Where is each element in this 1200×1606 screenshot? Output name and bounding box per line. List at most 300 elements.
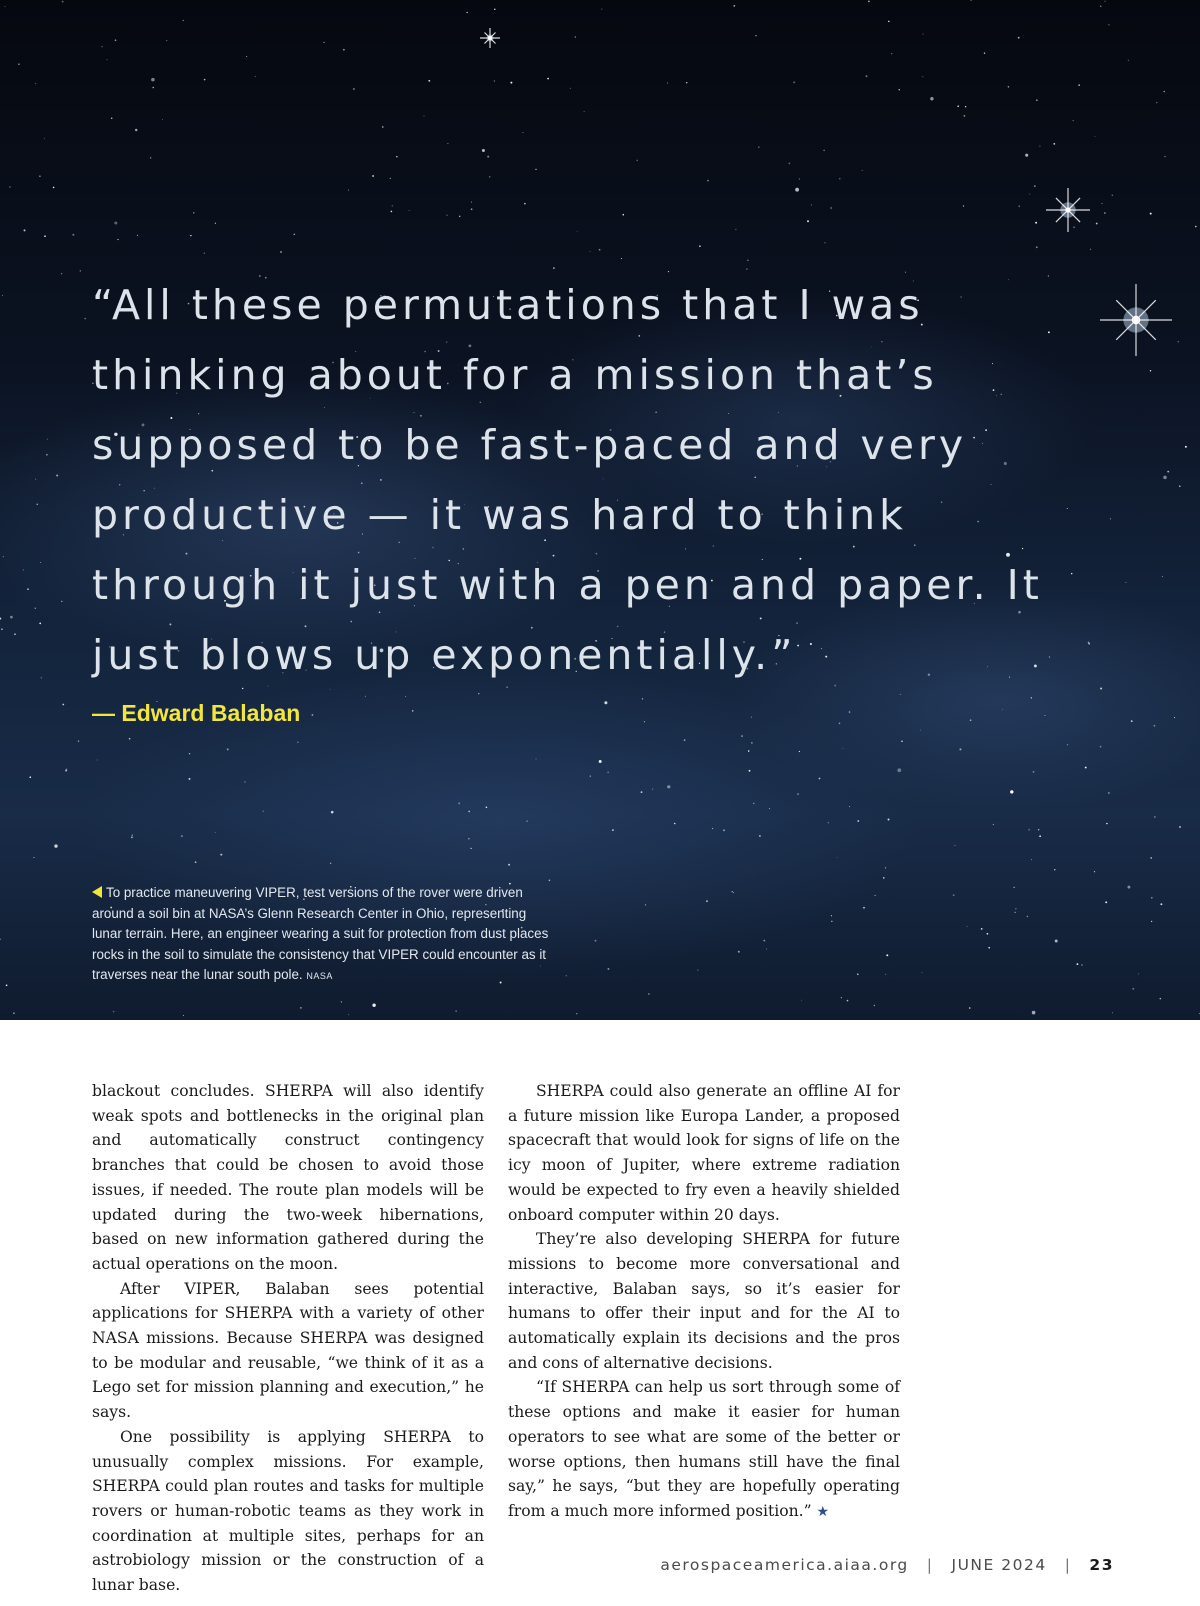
star <box>1150 213 1152 215</box>
star <box>795 188 799 192</box>
paragraph: SHERPA could also generate an offline AI for a future mission like Europa Lander, a proposed spacecraft that would look for signs of life on the icy moon of Jupiter, where extreme radiation would be expected to fry even a heavily shielded onboard computer within 20 days. <box>508 1082 900 1224</box>
star <box>758 146 760 148</box>
star <box>899 89 900 90</box>
star <box>1025 154 1028 157</box>
star <box>584 111 585 112</box>
star <box>570 88 571 89</box>
star <box>494 9 495 10</box>
star <box>409 210 410 211</box>
star <box>487 156 489 158</box>
star <box>723 829 725 831</box>
star <box>1185 446 1187 448</box>
star <box>1002 709 1003 710</box>
star <box>841 997 842 998</box>
star <box>189 778 191 780</box>
star <box>117 239 118 240</box>
star <box>1100 746 1102 748</box>
star <box>1034 185 1036 187</box>
star <box>621 258 622 259</box>
star <box>599 760 602 763</box>
star <box>1077 963 1079 965</box>
star <box>44 138 45 139</box>
star <box>797 793 798 794</box>
star <box>922 76 923 77</box>
star <box>612 829 614 831</box>
star <box>72 234 74 236</box>
star <box>220 854 222 856</box>
star <box>1104 212 1106 214</box>
star <box>641 791 643 793</box>
star <box>1039 835 1041 837</box>
star <box>255 76 256 77</box>
star <box>468 811 470 813</box>
star <box>44 235 46 237</box>
star <box>40 562 41 563</box>
star <box>1029 194 1030 195</box>
star <box>849 711 851 713</box>
star <box>5 6 6 7</box>
star <box>831 915 832 916</box>
star <box>970 0 971 1</box>
star <box>47 439 48 440</box>
star <box>37 504 38 505</box>
star <box>489 176 490 177</box>
star <box>763 940 765 942</box>
star <box>875 895 876 896</box>
star <box>183 1015 184 1016</box>
star <box>39 623 41 625</box>
star <box>753 803 755 805</box>
star <box>1125 582 1126 583</box>
star <box>263 811 264 812</box>
star <box>392 205 393 206</box>
star <box>455 1010 456 1011</box>
star <box>897 768 901 772</box>
star <box>1108 24 1109 25</box>
star <box>166 40 167 41</box>
star <box>993 824 994 825</box>
star <box>18 63 20 65</box>
star <box>245 782 246 783</box>
star <box>735 229 736 230</box>
star <box>642 698 643 699</box>
star <box>847 1000 849 1002</box>
star <box>1028 829 1029 830</box>
page-number: 23 <box>1089 1556 1114 1574</box>
star <box>595 940 597 942</box>
star <box>967 926 968 927</box>
star <box>1127 886 1130 889</box>
star <box>1104 1 1105 2</box>
star <box>828 822 829 823</box>
star <box>576 1013 577 1014</box>
star <box>131 836 133 838</box>
star <box>189 753 190 754</box>
star <box>152 87 154 89</box>
star <box>1164 91 1165 92</box>
star <box>215 832 216 833</box>
star <box>9 186 10 187</box>
star <box>674 823 676 825</box>
star <box>954 845 955 846</box>
star <box>300 1007 301 1008</box>
star <box>470 848 471 849</box>
bright-star <box>1100 284 1172 356</box>
star <box>2 295 3 296</box>
caption-pointer-icon <box>92 886 102 898</box>
star <box>14 633 16 635</box>
star <box>348 190 349 191</box>
star <box>365 696 366 697</box>
star <box>466 12 467 13</box>
star <box>839 178 841 180</box>
star <box>162 119 163 120</box>
star <box>114 222 117 225</box>
star <box>1018 205 1020 207</box>
star <box>62 1 64 3</box>
star <box>382 126 383 127</box>
star <box>1100 688 1102 690</box>
star <box>1073 120 1074 121</box>
star <box>246 56 247 57</box>
star <box>135 129 137 131</box>
star <box>607 968 609 970</box>
star <box>61 273 62 274</box>
star <box>831 921 832 922</box>
star <box>65 770 67 772</box>
paragraph: One possibility is applying SHERPA to unusually complex missions. For example, SHERPA could plan routes and tasks for multiple rovers or human-robotic teams as they work in coordination at multiple sites, perhaps for an astrobiology mission or the construction of a lunar base. <box>92 1427 484 1595</box>
star <box>769 808 770 809</box>
article-column-left <box>92 1079 484 1598</box>
star <box>741 735 743 737</box>
star <box>1128 60 1129 61</box>
star <box>1015 912 1016 913</box>
star <box>759 835 761 837</box>
star <box>885 867 886 868</box>
star <box>0 939 1 940</box>
star <box>547 78 549 80</box>
footer-site-link[interactable]: aerospaceamerica.aiaa.org <box>660 1556 909 1574</box>
star <box>486 806 488 808</box>
star <box>601 9 602 10</box>
star <box>1179 485 1180 486</box>
star <box>35 83 36 84</box>
star <box>331 811 334 814</box>
star <box>1112 1012 1113 1013</box>
star <box>684 739 686 741</box>
star <box>891 53 892 54</box>
star <box>1015 908 1016 909</box>
star <box>604 701 607 704</box>
star <box>1027 916 1028 917</box>
star <box>645 904 646 905</box>
star <box>1151 897 1153 899</box>
star <box>1110 518 1111 519</box>
star <box>1081 964 1083 966</box>
star <box>751 742 753 744</box>
star <box>862 170 863 171</box>
star <box>799 178 800 179</box>
star <box>799 751 800 752</box>
star <box>920 730 921 731</box>
star <box>843 748 844 749</box>
star <box>396 156 397 157</box>
star <box>1039 146 1040 147</box>
star <box>522 132 523 133</box>
star <box>101 46 102 47</box>
star <box>886 954 888 956</box>
star <box>482 149 485 152</box>
star <box>589 251 590 252</box>
star <box>1174 717 1175 718</box>
footer-separator: | <box>1064 1556 1072 1574</box>
star <box>280 251 282 253</box>
star <box>755 35 756 36</box>
star <box>471 202 472 203</box>
star <box>830 207 832 209</box>
star <box>1018 37 1020 39</box>
star <box>524 203 526 205</box>
star <box>459 216 460 217</box>
star <box>193 212 194 213</box>
star <box>577 231 578 232</box>
star <box>62 704 64 706</box>
star <box>447 143 448 144</box>
star <box>857 820 859 822</box>
star <box>6 984 8 986</box>
paragraph: blackout concludes. SHERPA will also identify weak spots and bottlenecks in the original plan and automatically construct contingency branches that could be chosen to avoid those issues, if needed. The route plan models will be updated during the two-week hibernations, based on new information gathered during the actual operations on the moon. <box>92 1082 484 1273</box>
star <box>984 53 985 54</box>
star <box>535 169 536 170</box>
star <box>733 892 734 893</box>
star <box>623 214 625 216</box>
star <box>749 770 751 772</box>
star <box>751 717 752 718</box>
star <box>644 721 645 722</box>
star <box>963 205 964 206</box>
star <box>1031 697 1032 698</box>
star <box>747 260 748 261</box>
star <box>1035 222 1037 224</box>
footer-separator: | <box>926 1556 934 1574</box>
star <box>888 819 890 821</box>
star <box>1073 226 1075 228</box>
star <box>151 78 155 82</box>
star <box>953 894 955 896</box>
star <box>510 82 512 84</box>
star <box>494 80 495 81</box>
star <box>3 556 4 557</box>
star <box>590 775 591 776</box>
star <box>1195 226 1197 228</box>
star <box>1151 921 1152 922</box>
star <box>686 82 687 83</box>
star <box>56 475 58 477</box>
star <box>113 1011 114 1012</box>
star <box>930 97 933 100</box>
star <box>330 863 331 864</box>
star <box>1054 869 1055 870</box>
star <box>150 157 151 158</box>
star <box>1096 223 1098 225</box>
star <box>1095 136 1096 137</box>
star <box>80 270 81 271</box>
star <box>789 163 791 165</box>
star <box>535 758 536 759</box>
star <box>793 81 795 83</box>
star <box>1162 576 1163 577</box>
star <box>1105 901 1107 903</box>
star <box>863 907 865 909</box>
star <box>478 693 479 694</box>
star <box>137 235 138 236</box>
star <box>1132 988 1134 990</box>
star <box>312 714 314 716</box>
photo-credit: NASA <box>306 971 333 982</box>
star <box>1163 476 1167 480</box>
star <box>132 835 133 836</box>
star <box>652 789 653 790</box>
star <box>468 838 469 839</box>
star <box>227 748 229 750</box>
star <box>1088 643 1090 645</box>
star <box>508 864 510 866</box>
star <box>1044 715 1045 716</box>
star <box>988 947 990 949</box>
footer-issue: JUNE 2024 <box>951 1556 1047 1574</box>
star <box>423 116 424 117</box>
star <box>1036 99 1037 100</box>
star <box>195 861 197 863</box>
star <box>35 479 36 480</box>
star <box>1138 973 1139 974</box>
star <box>868 1 870 3</box>
star <box>566 975 567 976</box>
star <box>190 235 191 236</box>
star <box>1094 871 1095 872</box>
star <box>78 740 79 741</box>
star <box>866 75 868 77</box>
star <box>405 696 406 697</box>
star <box>712 828 713 829</box>
star <box>888 21 890 23</box>
star <box>801 1000 802 1001</box>
star <box>183 20 184 21</box>
paragraph: After VIPER, Balaban sees potential applications for SHERPA with a variety of other NASA missions. Because SHERPA was designed to be modular and reusable, “we think of it as a Lego set for mission planning and execution,” he says. <box>92 1279 484 1422</box>
star <box>372 1003 375 1006</box>
star <box>33 857 34 858</box>
star <box>1164 156 1166 158</box>
star <box>839 723 841 725</box>
star <box>1090 249 1091 250</box>
end-star-icon: ★ <box>816 1503 830 1520</box>
star <box>1102 203 1103 204</box>
star <box>111 117 112 118</box>
quote-attribution: — Edward Balaban <box>92 700 301 726</box>
star <box>181 835 183 837</box>
star <box>1160 998 1162 1000</box>
star <box>129 738 131 740</box>
star <box>1008 86 1010 88</box>
star <box>446 215 447 216</box>
bright-star <box>1046 188 1090 232</box>
star <box>1014 887 1015 888</box>
star <box>343 49 345 51</box>
star <box>115 39 117 41</box>
star <box>348 1014 349 1015</box>
star <box>1156 102 1157 103</box>
star <box>428 80 430 82</box>
star <box>1067 744 1068 745</box>
star <box>1167 471 1169 473</box>
star <box>706 900 708 902</box>
star <box>883 877 885 879</box>
paragraph: They’re also developing SHERPA for future missions to become more conversational and interactive, Balaban says, so it’s easier for humans to offer their input and for the AI to automatically explain its decisions and the pros and cons of alternative decisions. <box>508 1230 900 1372</box>
star <box>1032 1011 1036 1015</box>
star <box>204 79 206 81</box>
star <box>900 694 901 695</box>
star <box>1038 829 1039 830</box>
star <box>471 208 473 210</box>
paragraph <box>508 1375 900 1524</box>
star <box>607 771 609 773</box>
star <box>549 880 551 882</box>
star <box>1033 771 1035 773</box>
star <box>636 160 638 162</box>
star <box>107 59 108 60</box>
star <box>1160 903 1162 905</box>
star <box>849 806 850 807</box>
star <box>707 180 709 182</box>
star <box>41 677 42 678</box>
star <box>970 719 972 721</box>
star <box>61 601 62 602</box>
star <box>667 785 670 788</box>
star <box>85 318 86 319</box>
star <box>1100 6 1101 7</box>
star <box>1150 857 1152 859</box>
star <box>819 778 821 780</box>
star <box>732 891 733 892</box>
star <box>766 949 767 950</box>
star <box>29 776 31 778</box>
star <box>648 993 649 994</box>
star <box>824 242 825 243</box>
star <box>297 742 298 743</box>
star <box>1010 790 1013 793</box>
star <box>987 933 989 935</box>
star <box>575 36 576 37</box>
star <box>412 710 413 711</box>
star <box>1131 720 1133 722</box>
caption-text: To practice maneuvering VIPER, test versions of the rover were driven around a soil bin at NASA’s Glenn Research Center in Ohio, representing lunar terrain. Here, an engineer wearing a suit for protection from dust places rocks in the soil to simulate the consistency that VIPER could encounter as it traverses near the lunar south pole. <box>92 885 549 983</box>
star <box>697 970 698 971</box>
star <box>857 973 859 975</box>
star <box>526 820 527 821</box>
star <box>1085 767 1087 769</box>
star <box>1178 341 1179 342</box>
star <box>353 88 355 90</box>
star <box>341 1001 342 1002</box>
star <box>981 928 983 930</box>
star <box>391 211 393 213</box>
star <box>1078 84 1079 85</box>
star <box>1108 792 1109 793</box>
star <box>553 267 554 268</box>
star <box>39 175 41 177</box>
star <box>23 569 24 570</box>
star <box>807 220 809 222</box>
